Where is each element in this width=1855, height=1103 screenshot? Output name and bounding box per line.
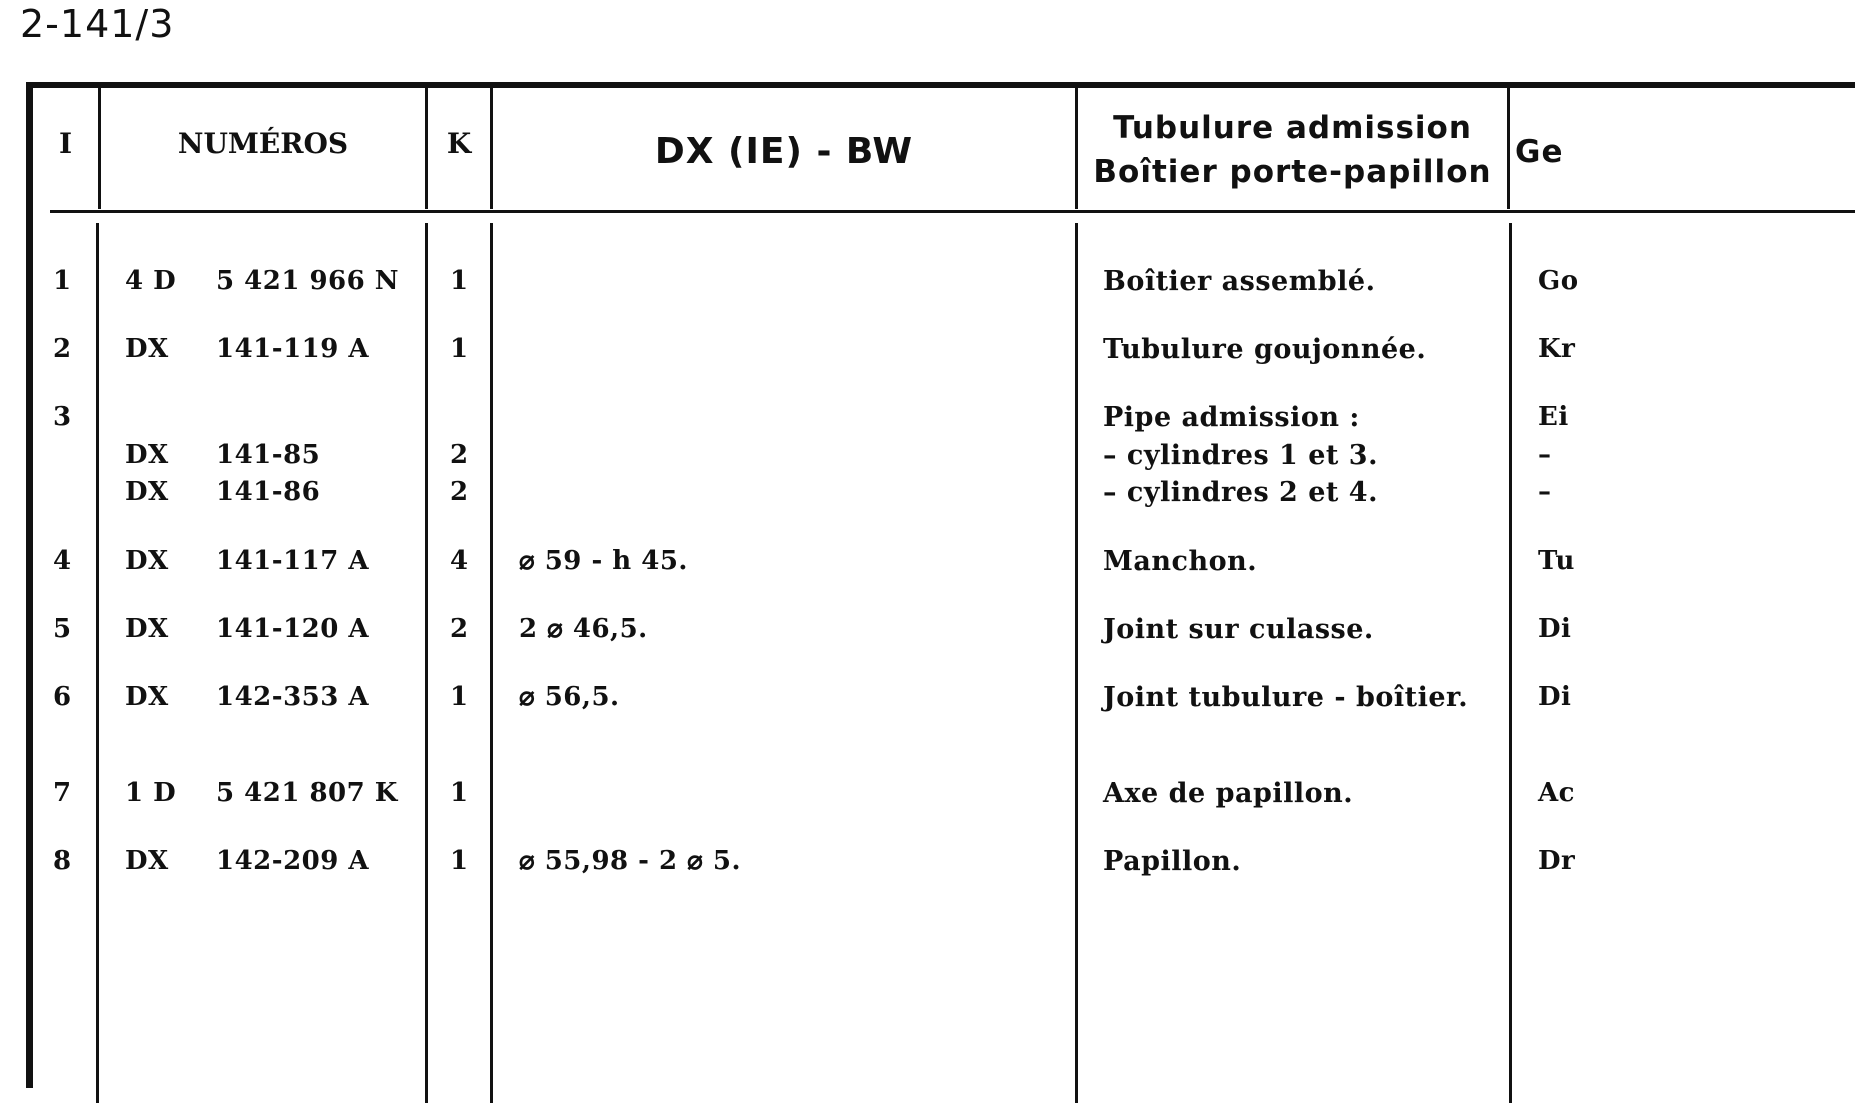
- row-quantity: 1: [450, 334, 469, 364]
- row-number-prefix: 4 D: [125, 266, 177, 296]
- row-index: 3: [53, 402, 72, 432]
- row-number-prefix: 1 D: [125, 778, 177, 808]
- row-number-prefix: DX: [125, 614, 169, 644]
- row-next-column: Go: [1538, 266, 1579, 296]
- divider: [490, 223, 493, 1103]
- row-description: Tubulure goujonnée.: [1103, 334, 1427, 365]
- row-quantity: 2: [450, 477, 469, 507]
- row-quantity: 4: [450, 546, 469, 576]
- row-description: Joint tubulure - boîtier.: [1103, 682, 1469, 713]
- row-number-prefix: DX: [125, 334, 169, 364]
- row-dimension: ⌀ 59 - h 45.: [519, 546, 688, 576]
- row-next-column: –: [1538, 477, 1552, 507]
- row-number-prefix: DX: [125, 440, 169, 470]
- row-dimension: 2 ⌀ 46,5.: [519, 614, 648, 644]
- row-part-number: 142-209 A: [216, 846, 370, 876]
- row-description: Pipe admission :: [1103, 402, 1360, 433]
- row-quantity: 1: [450, 778, 469, 808]
- row-description: Boîtier assemblé.: [1103, 266, 1376, 297]
- header-next-column: Ge: [1515, 134, 1564, 170]
- row-part-number: 142-353 A: [216, 682, 370, 712]
- row-next-column: –: [1538, 440, 1552, 470]
- header-title: [1078, 106, 1507, 194]
- row-part-number: 5 421 807 K: [216, 778, 398, 808]
- row-index: 8: [53, 846, 72, 876]
- row-next-column: Kr: [1538, 334, 1576, 364]
- row-description: – cylindres 2 et 4.: [1103, 477, 1378, 508]
- row-next-column: Dr: [1538, 846, 1576, 876]
- row-next-column: Ac: [1538, 778, 1576, 808]
- row-description: – cylindres 1 et 3.: [1103, 440, 1378, 471]
- row-number-prefix: DX: [125, 846, 169, 876]
- row-index: 6: [53, 682, 72, 712]
- row-next-column: Di: [1538, 682, 1572, 712]
- divider: [1507, 88, 1510, 209]
- header-model: DX (IE) - BW: [654, 131, 914, 172]
- divider: [425, 223, 428, 1103]
- row-index: 7: [53, 778, 72, 808]
- row-quantity: 1: [450, 266, 469, 296]
- divider: [1509, 223, 1512, 1103]
- row-quantity: 2: [450, 440, 469, 470]
- row-part-number: 141-85: [216, 440, 321, 470]
- header-qty: K: [446, 127, 472, 160]
- row-dimension: ⌀ 56,5.: [519, 682, 620, 712]
- parts-table: [26, 82, 1855, 1088]
- header-numbers: NUMÉROS: [177, 127, 349, 160]
- row-description: Manchon.: [1103, 546, 1258, 577]
- header-index: I: [58, 127, 73, 160]
- divider: [96, 223, 99, 1103]
- row-quantity: 1: [450, 846, 469, 876]
- row-index: 1: [53, 266, 72, 296]
- row-next-column: Ei: [1538, 402, 1569, 432]
- row-description: Axe de papillon.: [1103, 778, 1354, 809]
- row-description: Papillon.: [1103, 846, 1242, 877]
- row-part-number: 141-117 A: [216, 546, 370, 576]
- row-next-column: Tu: [1538, 546, 1575, 576]
- header-rule: [50, 210, 1855, 213]
- row-index: 2: [53, 334, 72, 364]
- page-reference: 2-141/3: [20, 2, 175, 46]
- row-description: Joint sur culasse.: [1103, 614, 1374, 645]
- row-number-prefix: DX: [125, 477, 169, 507]
- row-number-prefix: DX: [125, 546, 169, 576]
- row-index: 5: [53, 614, 72, 644]
- row-quantity: 1: [450, 682, 469, 712]
- row-part-number: 141-86: [216, 477, 321, 507]
- row-part-number: 141-119 A: [216, 334, 370, 364]
- row-part-number: 141-120 A: [216, 614, 370, 644]
- row-quantity: 2: [450, 614, 469, 644]
- header-title-line1: Tubulure admission: [1113, 110, 1472, 146]
- row-number-prefix: DX: [125, 682, 169, 712]
- row-index: 4: [53, 546, 72, 576]
- row-part-number: 5 421 966 N: [216, 266, 400, 296]
- divider: [1075, 223, 1078, 1103]
- row-next-column: Di: [1538, 614, 1572, 644]
- header-title-line2: Boîtier porte-papillon: [1093, 154, 1492, 190]
- row-dimension: ⌀ 55,98 - 2 ⌀ 5.: [519, 846, 742, 876]
